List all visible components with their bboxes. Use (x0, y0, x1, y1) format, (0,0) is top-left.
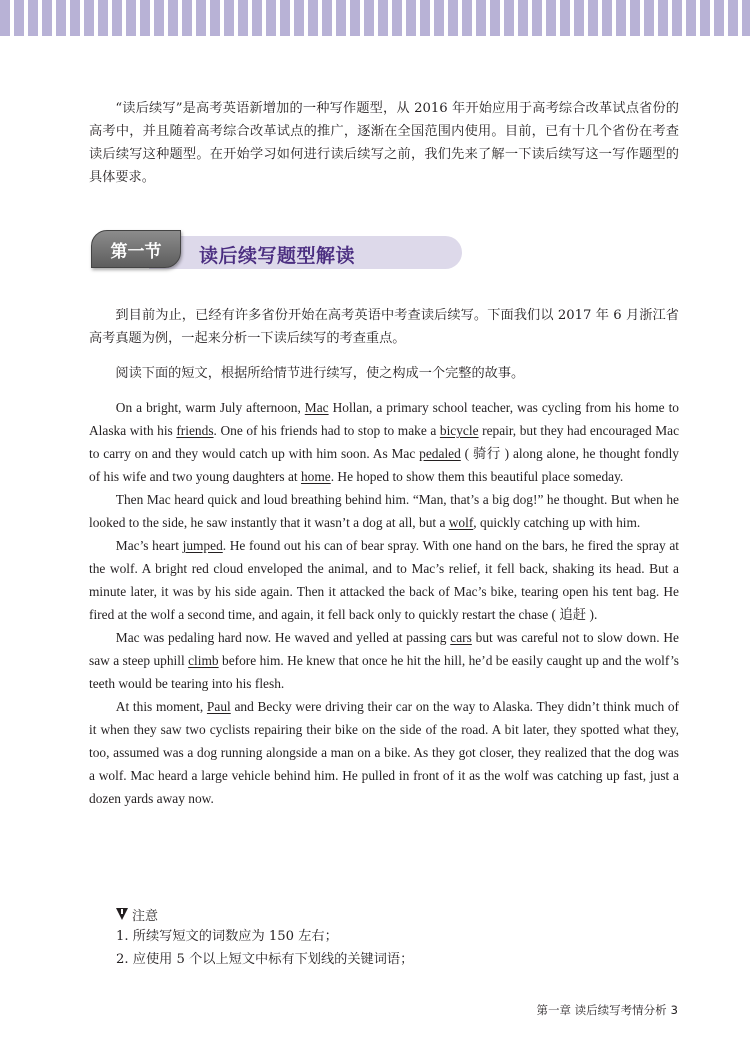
story-text-segment: , quickly catching up with him. (473, 515, 641, 530)
note-item-2: 2. 应使用 5 个以上短文中标有下划线的关键词语； (116, 952, 414, 967)
top-decorative-band (0, 0, 750, 36)
note-box (116, 903, 676, 971)
keyword-underlined: cars (450, 630, 472, 645)
keyword-underlined: Paul (206, 699, 231, 714)
paragraph-1: 到目前为止，已经有许多省份开始在高考英语中考查读后续写。下面我们以 2017 年 6 月浙江省高考真题为例，一起来分析一下读后续写的考查重点。 (89, 308, 679, 346)
story-text-segment: Mac was pedaling hard now. He waved and yelled at passing (115, 630, 451, 645)
keyword-underlined: pedaled (419, 446, 461, 461)
note-title: 注意 (132, 908, 159, 924)
story-text-segment: Hollan, a primary school teacher, was cycling from his home to Alaska with his (89, 400, 679, 438)
story-paragraph-1 (89, 396, 679, 488)
note-header (116, 903, 676, 925)
keyword-underlined: wolf (448, 515, 474, 530)
page-number: 3 (670, 1003, 678, 1017)
keyword-underlined: climb (188, 653, 219, 668)
section-header (89, 228, 464, 270)
story-text-segment: but was careful not to slow down. He saw a steep uphill (89, 630, 679, 668)
story-text-segment: ( 骑行 ) along alone, he thought fondly of his wife and two young daughters at (89, 446, 680, 484)
page-footer (537, 1002, 678, 1018)
story-text-segment: Then Mac heard quick and loud breathing behind him. “Man, that’s a big dog!” he thought. But when he looked to the side, he saw instantly that it wasn’t a dog at all, but a (89, 492, 679, 530)
story-text-segment: At this moment, (115, 699, 207, 714)
paragraph-2: 阅读下面的短文，根据所给情节进行续写，使之构成一个完整的故事。 (115, 366, 525, 381)
story-text-segment: . He found out his can of bear spray. With one hand on the bars, he fired the spray at the wolf. A bright red cloud enveloped the animal, and to Mac’s relief, it fell back, shaking its head. But a minute later, it was by his side again. Then it attacked the back of Mac’s bike, tearing open his tent bag. He fired at the wolf a second time, and again, it fell back only to quickly restart the chase ( 追赶 ). (89, 538, 680, 622)
note-item-1: 1. 所续写短文的词数应为 150 左右； (116, 929, 338, 944)
footer-chapter: 第一章 读后续写考情分析 (536, 1003, 667, 1017)
story-text-segment: . He hoped to show them this beautiful place someday. (330, 469, 624, 484)
section-title: 读后续写题型解读 (199, 245, 356, 267)
story-text-segment: before him. He knew that once he hit the hill, he’d be easily caught up and the wolf’s teeth would be tearing into his flesh. (89, 653, 680, 691)
keyword-underlined: jumped (182, 538, 223, 553)
story-text-segment: and Becky were driving their car on the way to Alaska. They didn’t think much of it when they saw two cyclists repairing their bike on the side of the road. A bit later, they spotted what they, too, assumed was a dog running alongside a man on a bike. As they got closer, they realized that the dog was a wolf. Mac heard a large vehicle behind him. He pulled in front of it as the wolf was catching up fast, just a dozen yards away now. (89, 699, 680, 806)
section-badge: 第一节 (91, 230, 181, 268)
keyword-underlined: Mac (304, 400, 329, 415)
story-text-segment: repair, but they had encouraged Mac to carry on and they would catch up with him soon. As Mac (89, 423, 680, 461)
keyword-underlined: home (300, 469, 331, 484)
story-paragraph-2 (89, 488, 679, 534)
keyword-underlined: friends (176, 423, 214, 438)
warning-triangle-icon (116, 908, 128, 920)
story-text-segment: . One of his friends had to stop to make a (213, 423, 440, 438)
story-paragraph-5 (89, 695, 679, 810)
keyword-underlined: bicycle (439, 423, 479, 438)
story-text-segment: On a bright, warm July afternoon, (115, 400, 305, 415)
story-text-segment: Mac’s heart (115, 538, 183, 553)
story-paragraph-3 (89, 534, 679, 626)
story-text (89, 396, 679, 810)
intro-paragraph: “读后续写”是高考英语新增加的一种写作题型，从 2016 年开始应用于高考综合改革试点省份的高考中，并且随着高考综合改革试点的推广，逐渐在全国范围内使用。目前，已有十几个省份在考查读后续写这种题型。在开始学习如何进行读后续写之前，我们先来了解一下读后续写这一写作题型的具体要求。 (89, 101, 679, 185)
story-paragraph-4 (89, 626, 679, 695)
